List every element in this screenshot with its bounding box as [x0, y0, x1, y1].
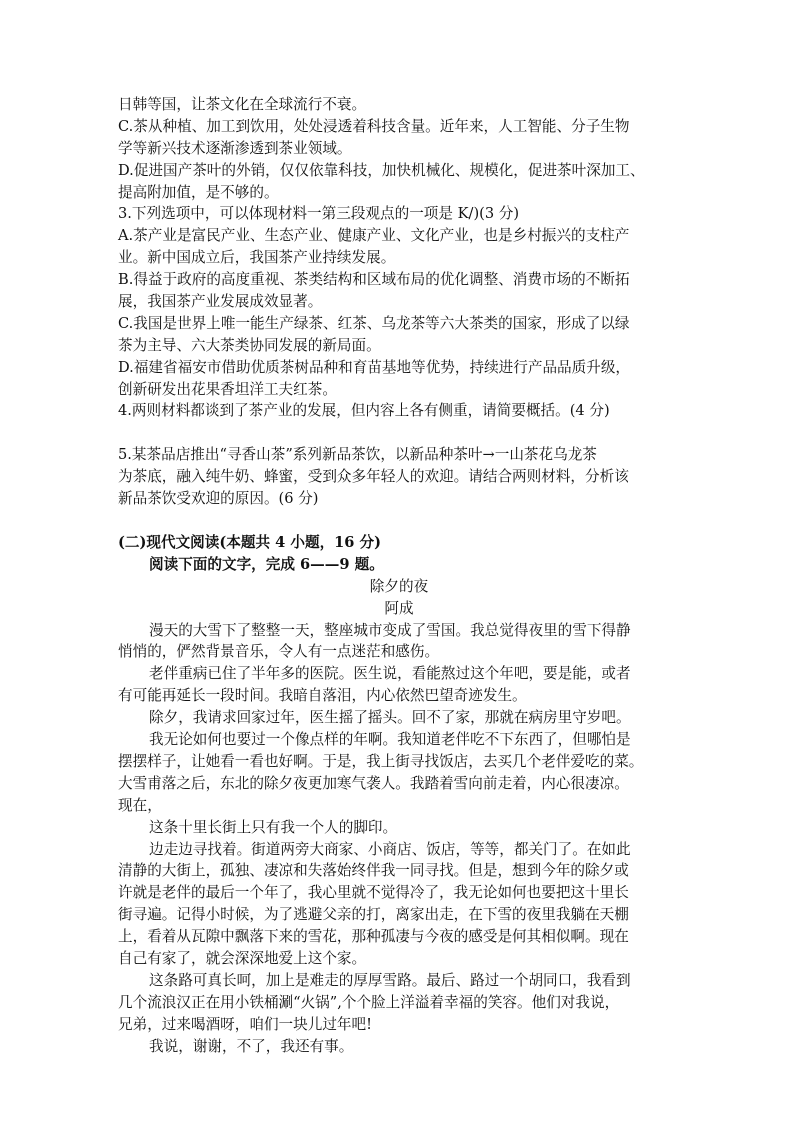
story-line: 街寻遍。记得小时候，为了逃避父亲的打，离家出走，在下雪的夜里我躺在天棚 [118, 906, 629, 924]
author: 阿成 [384, 599, 414, 617]
text-line: 茶为主导、六大茶类协同发展的新局面。 [118, 336, 381, 354]
story-line: 这条路可真长呵，加上是难走的厚厚雪路。最后、路过一个胡同口，我看到 [149, 971, 631, 989]
story-line: 清静的大街上，孤独、凄凉和失落始终伴我一同寻找。但是，想到今年的除夕或 [118, 862, 629, 880]
document-page [118, 94, 680, 1057]
question-3: 3.下列选项中，可以体现材料一第三段观点的一项是 K/)(3 分) [118, 205, 520, 223]
story-line: 老伴重病已住了半年多的医院。医生说，看能熬过这个年吧，要是能，或者 [149, 665, 631, 683]
instruction: 阅读下面的文字，完成 6——9 题。 [149, 555, 384, 573]
story-line: 有可能再延长一段时间。我暗自落泪，内心依然巴望奇迹发生。 [118, 687, 527, 705]
text-line: 日韩等国，让茶文化在全球流行不衰。 [118, 96, 367, 113]
story-line: 漫天的大雪下了整整一天，整座城市变成了雪国。我总觉得夜里的雪下得静 [149, 621, 631, 639]
option-c-line: C.我国是世界上唯一能生产绿茶、红茶、乌龙茶等六大茶类的国家，形成了以绿 [118, 314, 630, 332]
text-line: 学等新兴技术逐渐渗透到茶业领域。 [118, 139, 352, 157]
story-line: 自己有家了，就会深深地爱上这个家。 [118, 949, 367, 967]
text-line: 新品茶饮受欢迎的原因。(6 分) [118, 490, 319, 508]
answer-space [118, 510, 680, 532]
question-5 [118, 444, 680, 510]
story-line: 几个流浪汉正在用小铁桶涮“火锅”,个个脸上洋溢着幸福的笑容。他们对我说， [118, 993, 620, 1011]
section-heading: (二)现代文阅读(本题共 4 小题，16 分) [118, 534, 382, 552]
story-line: 大雪甫落之后，东北的除夕夜更加寒气袭人。我踏着雪向前走着，内心很凄凉。 [118, 774, 629, 792]
text-line: 5.某茶品店推出“寻香山茶”系列新品茶饮，以新品种茶叶→一山茶花乌龙茶 [118, 446, 597, 464]
text-line: 业。新中国成立后，我国茶产业持续发展。 [118, 249, 396, 267]
story-line: 悄悄的，俨然背景音乐，令人有一点迷茫和感伤。 [118, 643, 440, 661]
story-line: 这条十里长街上只有我一个人的脚印。 [149, 818, 398, 836]
story-body [118, 620, 680, 1058]
story-line: 我无论如何也要过一个像点样的年啊。我知道老伴吃不下东西了，但哪怕是 [149, 731, 631, 749]
option-b-line: B.得益于政府的高度重视、茶类结构和区域布局的优化调整、消费市场的不断拓 [118, 271, 630, 289]
story-title: 除夕的夜 [369, 577, 429, 595]
option-d-line: D.促进国产茶叶的外销，仅仅依靠科技，加快机械化、规模化，促进茶叶深加工、 [118, 161, 645, 179]
story-line: 边走边寻找着。街道两旁大商家、小商店、饭店，等等，都关门了。在如此 [149, 840, 631, 858]
text-line: 提高附加值，是不够的。 [118, 183, 279, 201]
story-line: 摆摆样子，让她看一看也好啊。于是，我上街寻找饭店，去买几个老伴爱吃的菜。 [118, 752, 644, 770]
answer-space [118, 422, 680, 444]
story-line: 上，看着从瓦隙中飘落下来的雪花，那种孤凄与今夜的感受是何其相似啊。现在 [118, 928, 629, 946]
text-line: 展，我国茶产业发展成效显著。 [118, 293, 323, 311]
upper-questions [118, 94, 680, 422]
question-4: 4.两则材料都谈到了茶产业的发展，但内容上各有侧重，请简要概括。(4 分) [118, 402, 610, 420]
story-line: 许就是老伴的最后一个年了，我心里就不觉得冷了，我无论如何也要把这十里长 [118, 884, 629, 902]
story-line: 除夕，我请求回家过年，医生摇了摇头。回不了家，那就在病房里守岁吧。 [149, 709, 631, 727]
text-line: 为茶底，融入纯牛奶、蜂蜜，受到众多年轻人的欢迎。请结合两则材料，分析该 [118, 468, 629, 486]
story-line: 现在， [118, 796, 162, 814]
option-c-line: C.茶从种植、加工到饮用，处处浸透着科技含量。近年来，人工智能、分子生物 [118, 117, 630, 135]
option-d-line: D.福建省福安市借助优质茶树品种和育苗基地等优势，持续进行产品品质升级， [118, 358, 631, 376]
text-line: 创新研发出花果香坦洋工夫红茶。 [118, 380, 337, 398]
story-line: 兄弟，过来喝酒呀，咱们一块儿过年吧! [118, 1015, 372, 1033]
option-a-line: A.茶产业是富民产业、生态产业、健康产业、文化产业，也是乡村振兴的支柱产 [118, 227, 630, 245]
story-line: 我说，谢谢，不了，我还有事。 [149, 1037, 354, 1055]
